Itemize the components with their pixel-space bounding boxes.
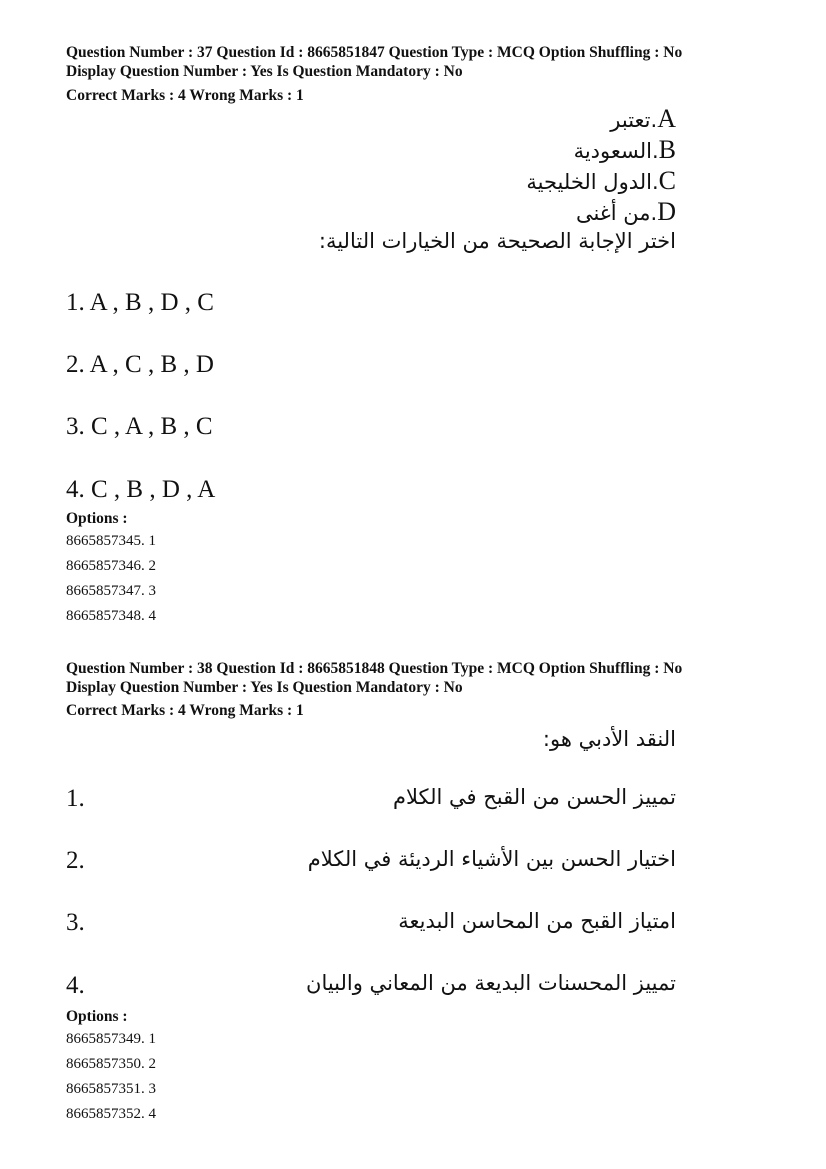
question-item-d: D.من أغنى xyxy=(575,197,676,226)
options-title: Options : xyxy=(66,510,128,527)
option-id-row: 8665857346. 2 xyxy=(66,558,156,574)
answer-text: اختيار الحسن بين الأشياء الرديئة في الكلام xyxy=(307,847,676,871)
question-text: النقد الأدبي هو: xyxy=(542,727,676,751)
answer-text: تمييز المحسنات البديعة من المعاني والبيان xyxy=(306,971,676,995)
question-marks: Correct Marks : 4 Wrong Marks : 1 xyxy=(66,87,304,104)
question-marks: Correct Marks : 4 Wrong Marks : 1 xyxy=(66,702,304,719)
option-id-row: 8665857352. 4 xyxy=(66,1106,156,1122)
question-item-c: C.الدول الخليجية xyxy=(526,166,676,195)
answer-number: 3. xyxy=(66,909,85,936)
option-id-row: 8665857348. 4 xyxy=(66,608,156,624)
question-instruction: اختر الإجابة الصحيحة من الخيارات التالية: xyxy=(318,229,676,253)
options-title: Options : xyxy=(66,1008,128,1025)
question-header-line-2: Display Question Number : Yes Is Question Mandatory : No xyxy=(66,63,463,80)
answer-option-2: 2. A , C , B , D xyxy=(66,351,214,378)
option-id-row: 8665857347. 3 xyxy=(66,583,156,599)
answer-option-3: 3. C , A , B , C xyxy=(66,413,213,440)
option-id-row: 8665857345. 1 xyxy=(66,533,156,549)
question-header-line-2: Display Question Number : Yes Is Question Mandatory : No xyxy=(66,679,463,696)
answer-text: تمييز الحسن من القبح في الكلام xyxy=(392,785,676,809)
question-item-b: B.السعودية xyxy=(573,135,676,164)
answer-number: 2. xyxy=(66,847,85,874)
question-header-line-1: Question Number : 37 Question Id : 8665851847 Question Type : MCQ Option Shuffling : No xyxy=(66,44,683,61)
option-id-row: 8665857349. 1 xyxy=(66,1031,156,1047)
answer-option-4: 4. C , B , D , A xyxy=(66,476,216,503)
question-header-line-1: Question Number : 38 Question Id : 8665851848 Question Type : MCQ Option Shuffling : No xyxy=(66,660,683,677)
answer-number: 1. xyxy=(66,785,85,812)
answer-option-1: 1. A , B , D , C xyxy=(66,289,214,316)
answer-text: امتياز القبح من المحاسن البديعة xyxy=(398,909,676,933)
option-id-row: 8665857351. 3 xyxy=(66,1081,156,1097)
question-item-a: A.تعتبر xyxy=(610,104,676,133)
option-id-row: 8665857350. 2 xyxy=(66,1056,156,1072)
answer-number: 4. xyxy=(66,972,85,999)
